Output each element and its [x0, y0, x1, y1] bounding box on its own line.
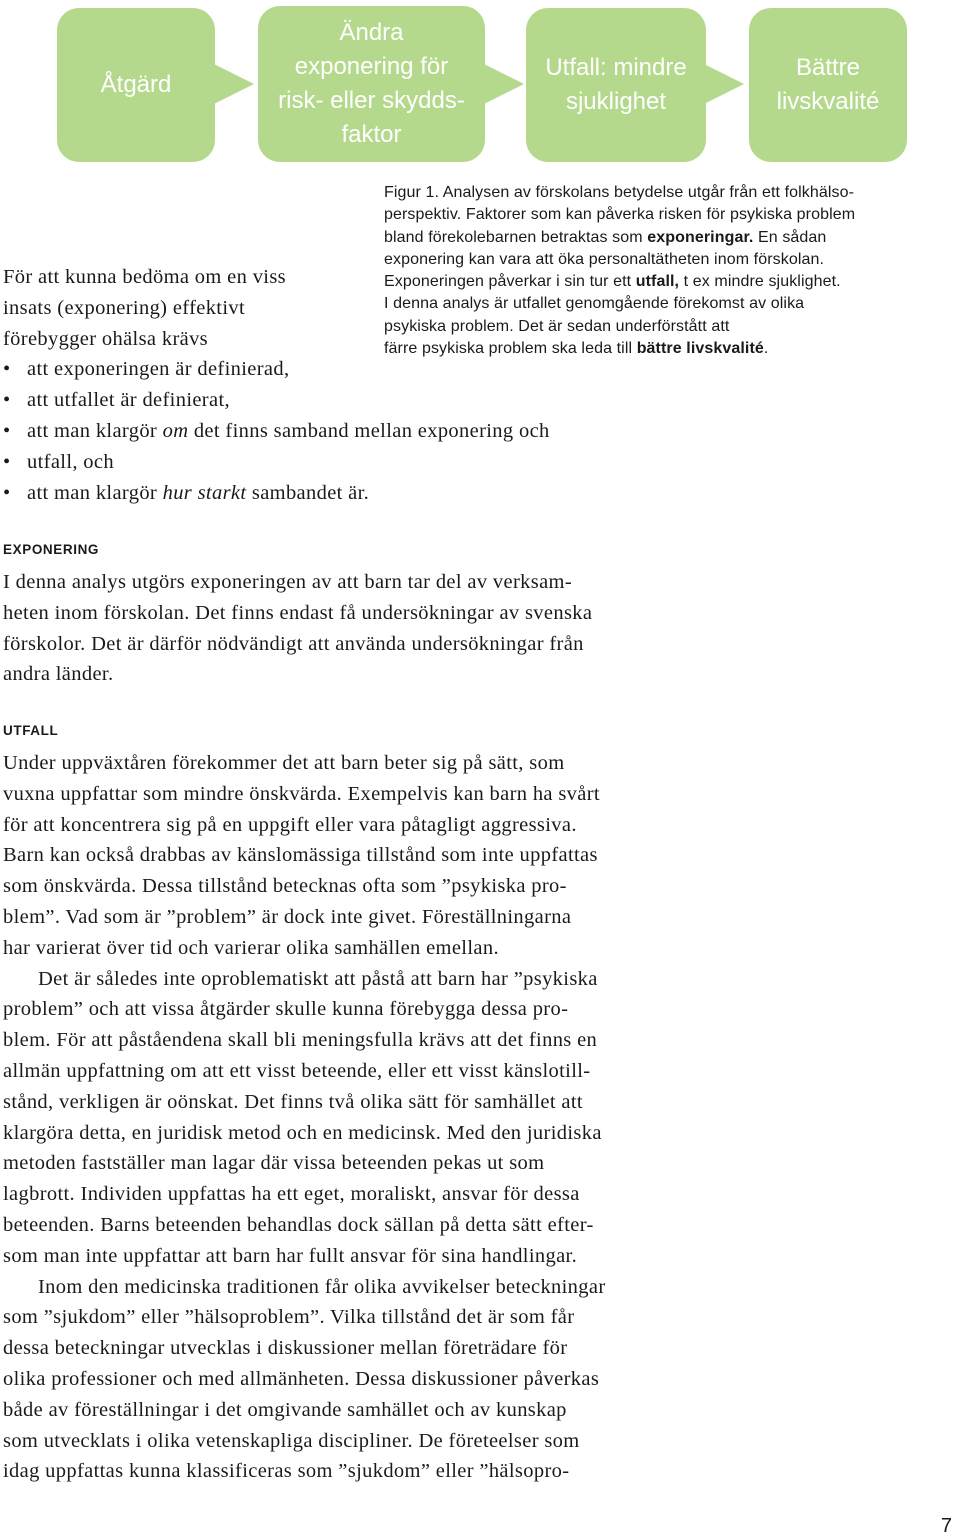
- flow-box-utfall: Utfall: mindre sjuklighet: [526, 8, 706, 162]
- exponering-paragraph: [3, 567, 592, 690]
- paragraph-line: problem” och att vissa åtgärder skulle kunna förebygga dessa pro-: [3, 998, 569, 1021]
- intro-line: förebygger ohälsa krävs: [3, 327, 209, 350]
- paragraph-line: lagbrott. Individen uppfattas ha ett eget, moraliskt, ansvar för dessa: [3, 1183, 580, 1206]
- paragraph-line: Inom den medicinska traditionen får olika avvikelser beteckningar: [38, 1275, 606, 1298]
- bullet-item: • att man klargör om det finns samband mellan exponering och: [3, 416, 550, 447]
- paragraph-line: Det är således inte oproblematiskt att påstå att barn har ”psykiska: [38, 967, 598, 990]
- bullet-icon: •: [3, 389, 11, 412]
- paragraph-line: allmän uppfattning om att ett visst beteende, eller ett visst känslotill-: [3, 1059, 591, 1082]
- paragraph-line: blem. För att påståendena skall bli meningsfulla krävs att det finns en: [3, 1029, 598, 1052]
- caption-term-livskvalite: bättre livskvalité: [636, 340, 764, 358]
- section-heading-exponering: EXPONERING: [3, 542, 100, 557]
- caption-line: bland förekolebarnen betraktas som exponeringar. En sådan: [384, 228, 827, 246]
- arrow-right-icon: [210, 62, 254, 106]
- paragraph-line: beteenden. Barns beteenden behandlas dock sällan på detta sätt efter-: [3, 1213, 594, 1236]
- intro-line: För att kunna bedöma om en viss: [3, 266, 287, 288]
- caption-term-utfall: utfall,: [635, 273, 680, 291]
- caption-line: exponering kan vara att öka personaltätheten inom förskolan.: [384, 250, 825, 268]
- caption-line: perspektiv. Faktorer som kan påverka risken för psykiska problem: [384, 206, 856, 224]
- paragraph-line: dessa beteckningar utvecklas i diskussioner mellan företrädare för: [3, 1337, 568, 1360]
- paragraph-line: som utvecklats i olika vetenskapliga discipliner. De företeelser som: [3, 1429, 580, 1452]
- utfall-paragraphs: [3, 748, 606, 1487]
- paragraph-line: metoden fastställer man lagar där vissa beteenden pekas ut som: [3, 1152, 545, 1175]
- caption-line: I denna analys är utfallet genomgående förekomst av olika: [384, 295, 805, 313]
- paragraph-line: stånd, verkligen är oönskat. Det finns två olika sätt för samhället att: [3, 1090, 583, 1113]
- bullet-icon: •: [3, 419, 11, 442]
- section-heading-utfall: UTFALL: [3, 723, 59, 738]
- paragraph-line: heten inom förskolan. Det finns endast få undersökningar av svenska: [3, 601, 593, 624]
- caption-term-exponeringar: exponeringar.: [647, 228, 754, 246]
- paragraph-line: som önskvärda. Dessa tillstånd betecknas ofta som ”psykiska pro-: [3, 875, 567, 898]
- bullet-icon: •: [3, 481, 11, 504]
- paragraph-line: både av föreställningar i det omgivande samhället och av kunskap: [3, 1398, 567, 1421]
- page-number: 7: [940, 1515, 952, 1537]
- paragraph-line: andra länder.: [3, 663, 114, 686]
- paragraph-line: som man inte uppfattar att barn har fullt ansvar för sina handlingar.: [3, 1244, 578, 1267]
- paragraph-line: Under uppväxtåren förekommer det att barn beter sig på sätt, som: [3, 752, 565, 774]
- paragraph-line: Barn kan också drabbas av känslomässiga tillstånd som inte uppfattas: [3, 844, 598, 867]
- flow-box-atgard: Åtgärd: [57, 8, 215, 162]
- intro-text: [3, 262, 550, 508]
- paragraph-line: som ”sjukdom” eller ”hälsoproblem”. Vilka tillstånd det är som får: [3, 1306, 575, 1329]
- bullet-icon: •: [3, 358, 11, 381]
- arrow-right-icon: [700, 62, 744, 106]
- flow-box-exponering: Ändra exponering för risk- eller skydds- faktor: [258, 6, 485, 162]
- bullet-icon: •: [3, 450, 11, 473]
- paragraph-line: I denna analys utgörs exponeringen av att barn tar del av verksam-: [3, 571, 572, 593]
- paragraph-line: förskolor. Det är därför nödvändigt att använda undersökningar från: [3, 632, 584, 655]
- caption-line: färre psykiska problem ska leda till bättre livskvalité.: [384, 340, 769, 358]
- bullet-item: • att exponeringen är definierad,: [3, 354, 550, 385]
- paragraph-line: vuxna uppfattar som mindre önskvärda. Exempelvis kan barn ha svårt: [3, 782, 600, 805]
- arrow-right-icon: [480, 62, 524, 106]
- bullet-item: • att man klargör hur starkt sambandet är.: [3, 478, 550, 509]
- bullet-item: • utfall, och: [3, 447, 550, 478]
- paragraph-line: olika professioner och med allmänheten. Dessa diskussioner påverkas: [3, 1367, 600, 1390]
- flow-box-livskvalite: Bättre livskvalité: [749, 8, 907, 162]
- paragraph-line: idag uppfattas kunna klassificeras som ”sjukdom” eller ”hälsopro-: [3, 1460, 570, 1483]
- paragraph-line: för att koncentrera sig på en uppgift eller vara påtagligt aggressiva.: [3, 813, 577, 836]
- caption-line: psykiska problem. Det är sedan underförstått att: [384, 317, 730, 335]
- caption-line: Figur 1. Analysen av förskolans betydelse utgår från ett folkhälso-: [384, 184, 855, 201]
- paragraph-line: klargöra detta, en juridisk metod och en medicinsk. Med den juridiska: [3, 1121, 602, 1144]
- paragraph-line: blem”. Vad som är ”problem” är dock inte givet. Föreställningarna: [3, 905, 572, 928]
- bullet-item: • att utfallet är definierat,: [3, 385, 550, 416]
- caption-line: Exponeringen påverkar i sin tur ett utfall, t ex mindre sjuklighet.: [384, 273, 841, 291]
- intro-line: insats (exponering) effektivt: [3, 296, 246, 319]
- paragraph-line: har varierat över tid och varierar olika samhällen emellan.: [3, 936, 499, 959]
